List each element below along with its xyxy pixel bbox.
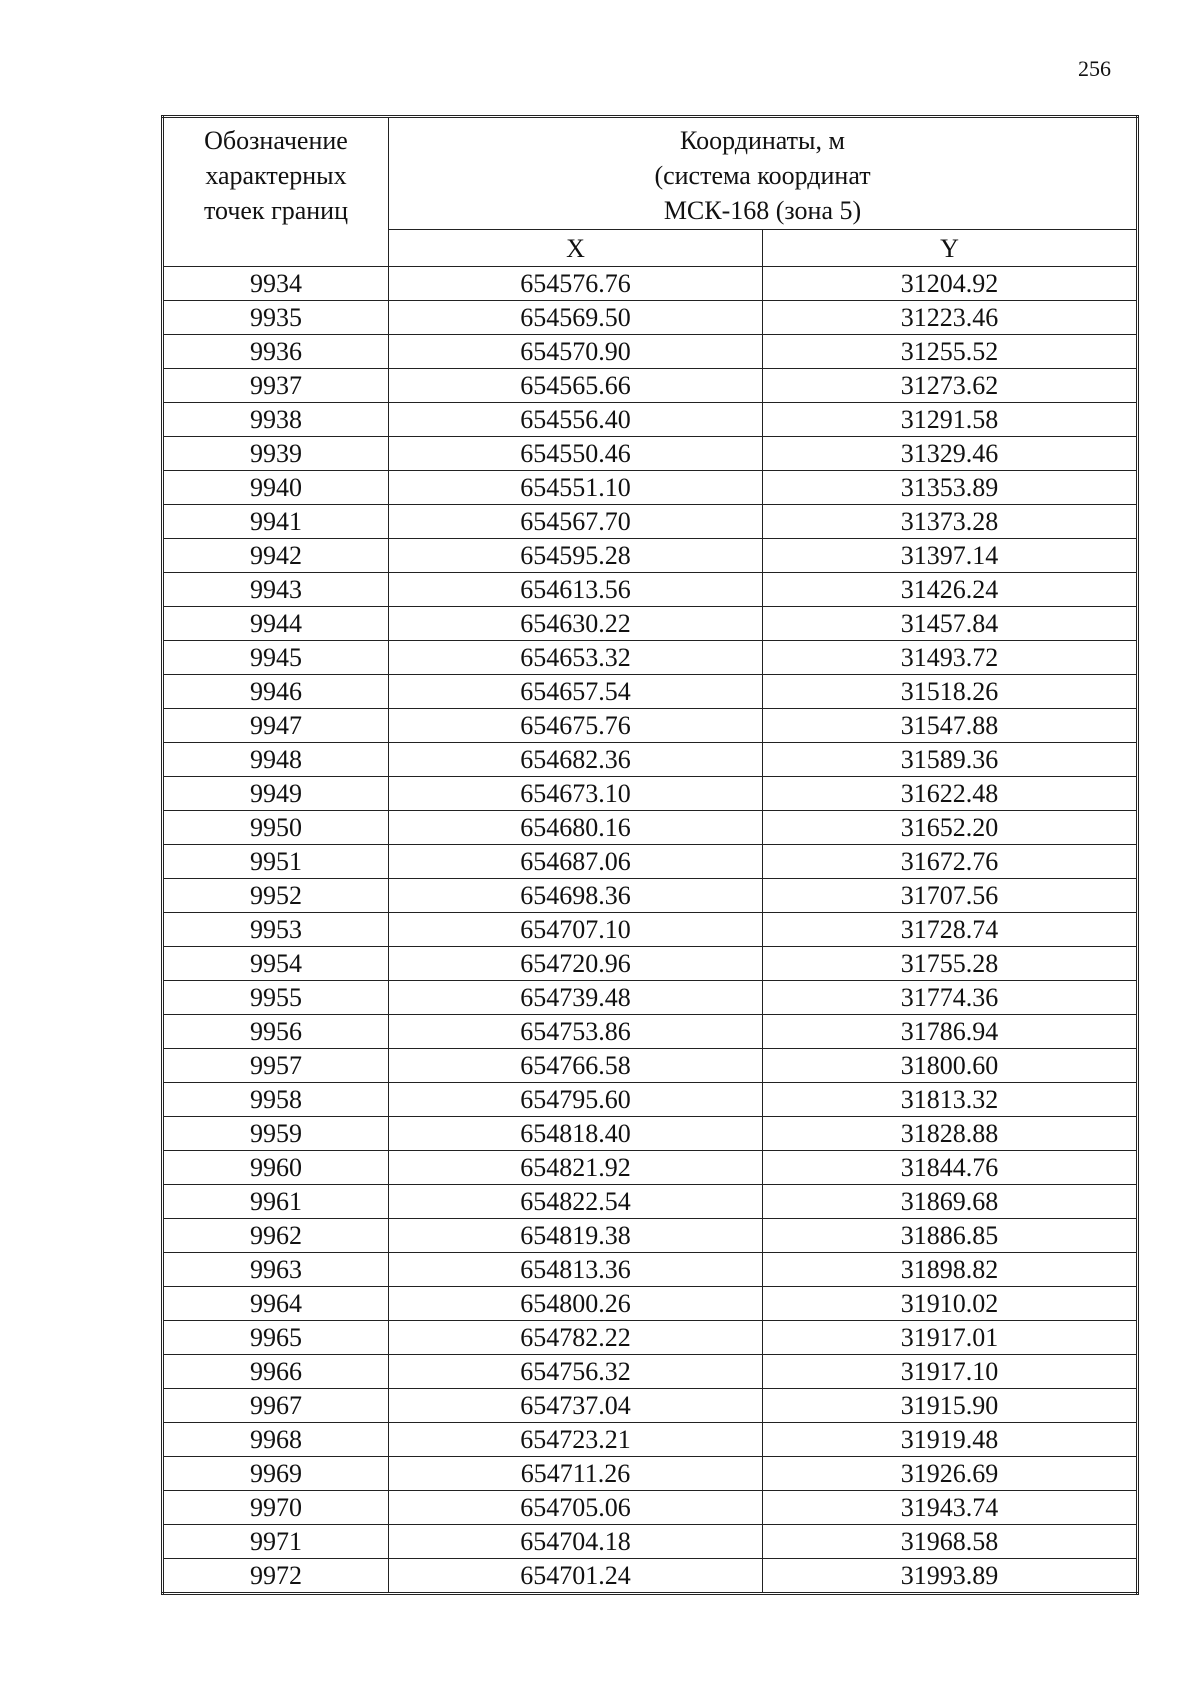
page-number: 256 — [1078, 56, 1111, 81]
point-cell: 9938 — [163, 403, 389, 437]
y-coordinate-cell: 31518.26 — [763, 675, 1138, 709]
table-row — [163, 675, 1138, 709]
x-coordinate-cell: 654739.48 — [389, 981, 763, 1015]
table-row — [163, 1083, 1138, 1117]
table-row — [163, 913, 1138, 947]
table-row — [163, 471, 1138, 505]
y-coordinate-cell: 31589.36 — [763, 743, 1138, 777]
y-coordinate-cell: 31728.74 — [763, 913, 1138, 947]
x-coordinate-cell: 654556.40 — [389, 403, 763, 437]
y-coordinate-cell: 31813.32 — [763, 1083, 1138, 1117]
point-cell: 9969 — [163, 1457, 389, 1491]
x-coordinate-cell: 654680.16 — [389, 811, 763, 845]
x-coordinate-cell: 654818.40 — [389, 1117, 763, 1151]
y-coordinate-cell: 31919.48 — [763, 1423, 1138, 1457]
point-cell: 9957 — [163, 1049, 389, 1083]
x-coordinate-cell: 654569.50 — [389, 301, 763, 335]
table-row — [163, 301, 1138, 335]
y-coordinate-cell: 31774.36 — [763, 981, 1138, 1015]
x-coordinate-cell: 654737.04 — [389, 1389, 763, 1423]
table-row — [163, 845, 1138, 879]
point-cell: 9942 — [163, 539, 389, 573]
table-row — [163, 505, 1138, 539]
table-row — [163, 709, 1138, 743]
x-coordinate-cell: 654551.10 — [389, 471, 763, 505]
y-coordinate-cell: 31223.46 — [763, 301, 1138, 335]
table-row — [163, 1015, 1138, 1049]
header-line: точек границ — [203, 196, 349, 225]
point-cell: 9952 — [163, 879, 389, 913]
y-coordinate-cell: 31547.88 — [763, 709, 1138, 743]
x-coordinate-cell: 654630.22 — [389, 607, 763, 641]
point-cell: 9965 — [163, 1321, 389, 1355]
x-coordinate-cell: 654704.18 — [389, 1525, 763, 1559]
point-cell: 9963 — [163, 1253, 389, 1287]
x-coordinate-cell: 654705.06 — [389, 1491, 763, 1525]
y-coordinate-cell: 31943.74 — [763, 1491, 1138, 1525]
point-cell: 9949 — [163, 777, 389, 811]
x-coordinate-cell: 654795.60 — [389, 1083, 763, 1117]
y-coordinate-cell: 31329.46 — [763, 437, 1138, 471]
point-cell: 9937 — [163, 369, 389, 403]
table-row — [163, 437, 1138, 471]
x-coordinate-cell: 654613.56 — [389, 573, 763, 607]
point-cell: 9961 — [163, 1185, 389, 1219]
header-line: Координаты, м — [680, 126, 845, 155]
x-coordinate-cell: 654720.96 — [389, 947, 763, 981]
point-cell: 9960 — [163, 1151, 389, 1185]
y-coordinate-cell: 31622.48 — [763, 777, 1138, 811]
y-column-header: Y — [763, 230, 1138, 267]
point-cell: 9958 — [163, 1083, 389, 1117]
point-cell: 9970 — [163, 1491, 389, 1525]
table-row — [163, 641, 1138, 675]
x-coordinate-cell: 654800.26 — [389, 1287, 763, 1321]
table-body — [163, 267, 1138, 1594]
x-coordinate-cell: 654673.10 — [389, 777, 763, 811]
table-row — [163, 539, 1138, 573]
y-coordinate-cell: 31993.89 — [763, 1559, 1138, 1594]
point-cell: 9955 — [163, 981, 389, 1015]
coordinates-header — [389, 117, 1138, 230]
y-coordinate-cell: 31910.02 — [763, 1287, 1138, 1321]
header-line: характерных — [205, 161, 347, 190]
y-coordinate-cell: 31291.58 — [763, 403, 1138, 437]
point-cell: 9940 — [163, 471, 389, 505]
y-coordinate-cell: 31397.14 — [763, 539, 1138, 573]
x-coordinate-cell: 654821.92 — [389, 1151, 763, 1185]
point-cell: 9948 — [163, 743, 389, 777]
y-coordinate-cell: 31869.68 — [763, 1185, 1138, 1219]
x-coordinate-cell: 654657.54 — [389, 675, 763, 709]
point-designation-header — [163, 117, 389, 267]
y-coordinate-cell: 31426.24 — [763, 573, 1138, 607]
y-coordinate-cell: 31800.60 — [763, 1049, 1138, 1083]
table-row — [163, 607, 1138, 641]
y-coordinate-cell: 31652.20 — [763, 811, 1138, 845]
x-coordinate-cell: 654565.66 — [389, 369, 763, 403]
point-cell: 9953 — [163, 913, 389, 947]
point-cell: 9935 — [163, 301, 389, 335]
header-line: (система координат — [654, 161, 871, 190]
y-coordinate-cell: 31353.89 — [763, 471, 1138, 505]
point-cell: 9934 — [163, 267, 389, 301]
point-cell: 9954 — [163, 947, 389, 981]
x-coordinate-cell: 654766.58 — [389, 1049, 763, 1083]
y-coordinate-cell: 31917.01 — [763, 1321, 1138, 1355]
x-coordinate-cell: 654753.86 — [389, 1015, 763, 1049]
x-coordinate-cell: 654682.36 — [389, 743, 763, 777]
point-cell: 9966 — [163, 1355, 389, 1389]
table-row — [163, 811, 1138, 845]
x-coordinate-cell: 654576.76 — [389, 267, 763, 301]
x-coordinate-cell: 654675.76 — [389, 709, 763, 743]
point-cell: 9971 — [163, 1525, 389, 1559]
table-row — [163, 267, 1138, 301]
header-line: МСК-168 (зона 5) — [663, 196, 862, 225]
point-cell: 9972 — [163, 1559, 389, 1594]
y-coordinate-cell: 31273.62 — [763, 369, 1138, 403]
x-coordinate-cell: 654723.21 — [389, 1423, 763, 1457]
y-coordinate-cell: 31828.88 — [763, 1117, 1138, 1151]
x-coordinate-cell: 654567.70 — [389, 505, 763, 539]
table-row — [163, 1491, 1138, 1525]
y-coordinate-cell: 31844.76 — [763, 1151, 1138, 1185]
table-row — [163, 1253, 1138, 1287]
point-cell: 9947 — [163, 709, 389, 743]
y-coordinate-cell: 31915.90 — [763, 1389, 1138, 1423]
point-cell: 9962 — [163, 1219, 389, 1253]
y-coordinate-cell: 31898.82 — [763, 1253, 1138, 1287]
table-row — [163, 1049, 1138, 1083]
table-row — [163, 1423, 1138, 1457]
table-row — [163, 369, 1138, 403]
x-coordinate-cell: 654595.28 — [389, 539, 763, 573]
y-coordinate-cell: 31755.28 — [763, 947, 1138, 981]
point-cell: 9943 — [163, 573, 389, 607]
x-coordinate-cell: 654707.10 — [389, 913, 763, 947]
x-coordinate-cell: 654570.90 — [389, 335, 763, 369]
table-row — [163, 1151, 1138, 1185]
y-coordinate-cell: 31707.56 — [763, 879, 1138, 913]
coordinates-table — [161, 115, 1139, 1595]
x-coordinate-cell: 654822.54 — [389, 1185, 763, 1219]
point-cell: 9964 — [163, 1287, 389, 1321]
table-row — [163, 1287, 1138, 1321]
y-coordinate-cell: 31917.10 — [763, 1355, 1138, 1389]
y-coordinate-cell: 31373.28 — [763, 505, 1138, 539]
table-row — [163, 403, 1138, 437]
point-cell: 9951 — [163, 845, 389, 879]
y-coordinate-cell: 31926.69 — [763, 1457, 1138, 1491]
x-coordinate-cell: 654813.36 — [389, 1253, 763, 1287]
x-coordinate-cell: 654756.32 — [389, 1355, 763, 1389]
point-cell: 9946 — [163, 675, 389, 709]
table-row — [163, 573, 1138, 607]
y-coordinate-cell: 31672.76 — [763, 845, 1138, 879]
point-cell: 9956 — [163, 1015, 389, 1049]
table-row — [163, 1457, 1138, 1491]
table-row — [163, 1355, 1138, 1389]
table-row — [163, 981, 1138, 1015]
table-row — [163, 1219, 1138, 1253]
y-coordinate-cell: 31493.72 — [763, 641, 1138, 675]
header-line: Обозначение — [204, 126, 348, 155]
x-column-header: X — [389, 230, 763, 267]
y-coordinate-cell: 31968.58 — [763, 1525, 1138, 1559]
y-coordinate-cell: 31457.84 — [763, 607, 1138, 641]
x-coordinate-cell: 654653.32 — [389, 641, 763, 675]
y-coordinate-cell: 31886.85 — [763, 1219, 1138, 1253]
point-cell: 9968 — [163, 1423, 389, 1457]
table-row — [163, 879, 1138, 913]
table-row — [163, 1525, 1138, 1559]
x-coordinate-cell: 654698.36 — [389, 879, 763, 913]
table-row — [163, 1117, 1138, 1151]
table-row — [163, 335, 1138, 369]
y-coordinate-cell: 31786.94 — [763, 1015, 1138, 1049]
table-row — [163, 1185, 1138, 1219]
x-coordinate-cell: 654550.46 — [389, 437, 763, 471]
point-cell: 9939 — [163, 437, 389, 471]
point-cell: 9967 — [163, 1389, 389, 1423]
x-coordinate-cell: 654701.24 — [389, 1559, 763, 1594]
table-row — [163, 1321, 1138, 1355]
table-row — [163, 777, 1138, 811]
x-coordinate-cell: 654711.26 — [389, 1457, 763, 1491]
point-cell: 9936 — [163, 335, 389, 369]
table-row — [163, 743, 1138, 777]
point-cell: 9950 — [163, 811, 389, 845]
x-coordinate-cell: 654687.06 — [389, 845, 763, 879]
table-row — [163, 1389, 1138, 1423]
point-cell: 9941 — [163, 505, 389, 539]
point-cell: 9945 — [163, 641, 389, 675]
point-cell: 9944 — [163, 607, 389, 641]
y-coordinate-cell: 31204.92 — [763, 267, 1138, 301]
table-row — [163, 947, 1138, 981]
table-header-row — [163, 117, 1138, 230]
y-coordinate-cell: 31255.52 — [763, 335, 1138, 369]
table-row — [163, 1559, 1138, 1594]
point-cell: 9959 — [163, 1117, 389, 1151]
x-coordinate-cell: 654782.22 — [389, 1321, 763, 1355]
x-coordinate-cell: 654819.38 — [389, 1219, 763, 1253]
